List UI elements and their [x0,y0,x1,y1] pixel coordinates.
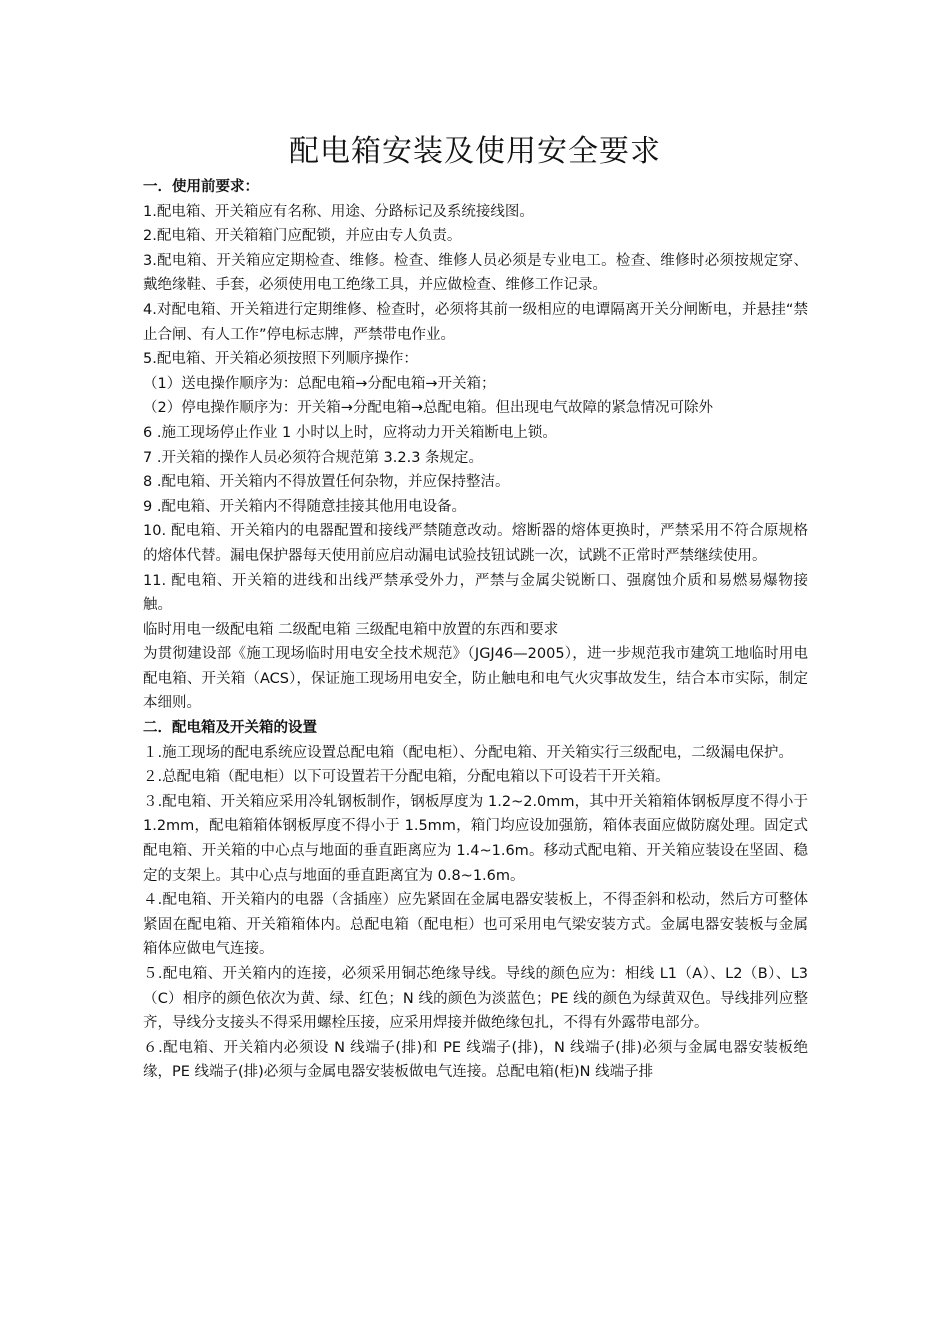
paragraph: （1）送电操作顺序为：总配电箱→分配电箱→开关箱； [143,375,496,392]
paragraph: 6 .施工现场停止作业 1 小时以上时，应将动力开关箱断电上锁。 [143,424,557,441]
paragraph: 4.对配电箱、开关箱进行定期维修、检查时，必须将其前一级相应的电谭隔离开关分闸断电，并悬挂“禁止合闸、有人工作”停电标志牌，严禁带电作业。 [143,301,808,343]
page-title: 配电箱安装及使用安全要求 [289,134,661,169]
paragraph: 5.配电箱、开关箱必须按照下列顺序操作： [143,351,418,368]
paragraph: 8 .配电箱、开关箱内不得放置任何杂物，并应保持整洁。 [143,474,510,491]
paragraph: 9 .配电箱、开关箱内不得随意挂接其他用电设备。 [143,498,466,515]
paragraph: 10. 配电箱、开关箱内的电器配置和接线严禁随意改动。熔断器的熔体更换时，严禁采用不符合原规格的熔体代替。漏电保护器每天使用前应启动漏电试验技钮试跳一次，试跳不正常时严禁继续使用。 [143,523,808,564]
paragraph: ５.配电箱、开关箱内的连接，必须采用铜芯绝缘导线。导线的颜色应为：相线 L1（A）、L2（B）、L3（C）相序的颜色依次为黄、绿、红色；N 线的颜色为淡蓝色；PE 线的颜色为绿黄双色。导线排列应整齐，导线分支接头不得采用螺栓压接，应采用焊接并做绝缘包扎，不得有外露带电部分。 [143,966,808,1032]
section-heading: 一．使用前要求： [143,179,259,195]
paragraph: （2）停电操作顺序为：开关箱→分配电箱→总配电箱。但出现电气故障的紧急情况可除外 [143,400,714,417]
paragraph: 为贯彻建设部《施工现场临时用电安全技术规范》（JGJ46—2005），进一步规范我市建筑工地临时用电配电箱、开关箱（ACS），保证施工现场用电安全，防止触电和电气火灾事故发生，结合本市实际，制定本细则。 [143,646,808,712]
section-heading: 二．配电箱及开关箱的设置 [143,720,317,737]
paragraph: ４.配电箱、开关箱内的电器（含插座）应先紧固在金属电器安装板上，不得歪斜和松动，然后方可整体紧固在配电箱、开关箱箱体内。总配电箱（配电柜）也可采用电气梁安装方式。金属电器安装板与金属箱体应做电气连接。 [143,892,808,958]
paragraph: 11. 配电箱、开关箱的进线和出线严禁承受外力，严禁与金属尖锐断口、强腐蚀介质和易燃易爆物接触。 [143,572,808,614]
paragraph: ３.配电箱、开关箱应采用冷轧钢板制作，钢板厚度为 1.2~2.0mm，其中开关箱箱体钢板厚度不得小于 1.2mm，配电箱箱体钢板厚度不得小于 1.5mm，箱门均应设加强筋，箱体表面应做防腐处理。固定式配电箱、开关箱的中心点与地面的垂直距离应为 1.4~1.6m。移动式配电箱、开关箱应装设在坚固、稳定的支架上。其中心点与地面的垂直距离宜为 0.8~1.6m。 [143,793,808,884]
paragraph: ２.总配电箱（配电柜）以下可设置若干分配电箱，分配电箱以下可设若干开关箱。 [143,769,670,786]
paragraph: 7 .开关箱的操作人员必须符合规范第 3.2.3 条规定。 [143,449,484,466]
paragraph: 2.配电箱、开关箱箱门应配锁，并应由专人负责。 [143,228,462,245]
paragraph: １.施工现场的配电系统应设置总配电箱（配电柜）、分配电箱、开关箱实行三级配电，二级漏电保护。 [143,744,793,761]
paragraph: ６.配电箱、开关箱内必须设 N 线端子(排)和 PE 线端子(排)，N 线端子(排)必须与金属电器安装板绝缘，PE 线端子(排)必须与金属电器安装板做电气连接。总配电箱(柜)N 线端子排 [143,1039,808,1081]
paragraph: 3.配电箱、开关箱应定期检查、维修。检查、维修人员必须是专业电工。检查、维修时必须按规定穿、戴绝缘鞋、手套，必须使用电工绝缘工具，并应做检查、维修工作记录。 [143,252,808,294]
paragraph: 1.配电箱、开关箱应有名称、用途、分路标记及系统接线图。 [143,203,534,220]
paragraph: 临时用电一级配电箱 二级配电箱 三级配电箱中放置的东西和要求 [143,621,559,638]
document-body [143,175,808,1085]
